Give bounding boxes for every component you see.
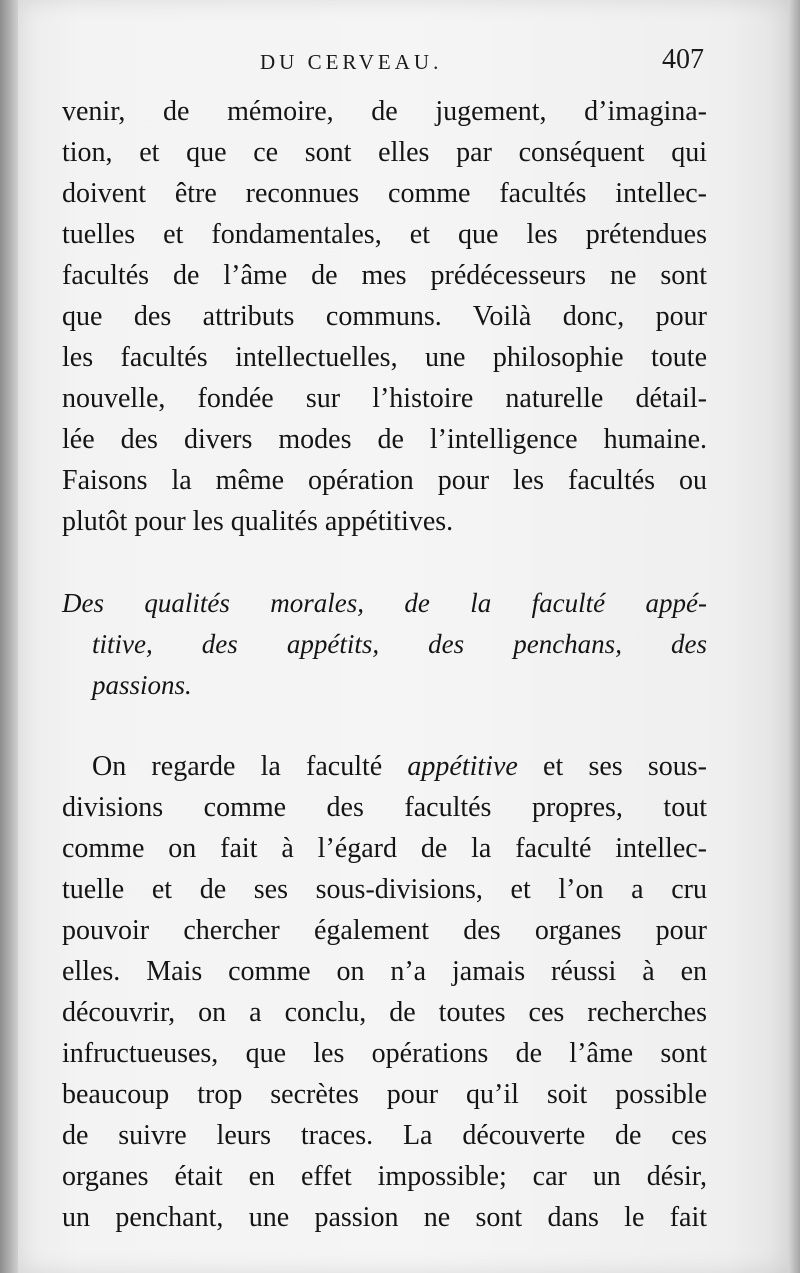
heading-line: titive, des appétits, des penchans, des xyxy=(92,629,707,659)
italic-term: appétitive xyxy=(407,751,518,782)
text-line: découvrir, on a conclu, de toutes ces recherches xyxy=(62,997,707,1028)
heading-line: passions. xyxy=(92,670,192,700)
text-line: tuelle et de ses sous-divisions, et l’on a cru xyxy=(62,874,707,905)
book-edge-shadow xyxy=(788,0,800,1273)
text-run: On regarde la faculté xyxy=(92,751,408,782)
text-line: pouvoir chercher également des organes pour xyxy=(62,915,707,946)
text-line: les facultés intellectuelles, une philosophie toute xyxy=(62,342,707,373)
paragraph-1 xyxy=(62,91,707,542)
text-run: et ses sous- xyxy=(517,751,708,782)
text-line: tion, et que ce sont elles par conséquent qui xyxy=(62,137,707,168)
heading-line: Des qualités morales, de la faculté appé- xyxy=(62,588,707,618)
page-number: 407 xyxy=(662,44,704,75)
text-line: elles. Mais comme on n’a jamais réussi à en xyxy=(62,956,707,987)
text-line: facultés de l’âme de mes prédécesseurs ne sont xyxy=(62,260,707,291)
running-title: DU CERVEAU. xyxy=(260,50,443,74)
text-line: organes était en effet impossible; car un désir, xyxy=(62,1161,707,1192)
text-line: infructueuses, que les opérations de l’âme sont xyxy=(62,1038,707,1069)
text-line: que des attributs communs. Voilà donc, pour xyxy=(62,301,707,332)
text-line: de suivre leurs traces. La découverte de ces xyxy=(62,1120,707,1151)
text-line: plutôt pour les qualités appétitives. xyxy=(62,506,454,537)
text-line: nouvelle, fondée sur l’histoire naturelle détail- xyxy=(62,383,707,414)
section-heading xyxy=(62,583,707,706)
paragraph-2 xyxy=(62,746,707,1238)
text-line: Faisons la même opération pour les facultés ou xyxy=(62,465,707,496)
text-line: doivent être reconnues comme facultés intellec- xyxy=(62,178,707,209)
text-line: lée des divers modes de l’intelligence humaine. xyxy=(62,424,707,455)
text-line: comme on fait à l’égard de la faculté intellec- xyxy=(62,833,707,864)
text-line: beaucoup trop secrètes pour qu’il soit possible xyxy=(62,1079,707,1110)
text-line: un penchant, une passion ne sont dans le fait xyxy=(62,1202,707,1233)
book-gutter-shadow xyxy=(0,0,18,1273)
text-line: divisions comme des facultés propres, tout xyxy=(62,792,707,823)
text-line xyxy=(62,746,707,787)
text-line: tuelles et fondamentales, et que les prétendues xyxy=(62,219,707,250)
text-line: venir, de mémoire, de jugement, d’imagina- xyxy=(62,96,707,127)
